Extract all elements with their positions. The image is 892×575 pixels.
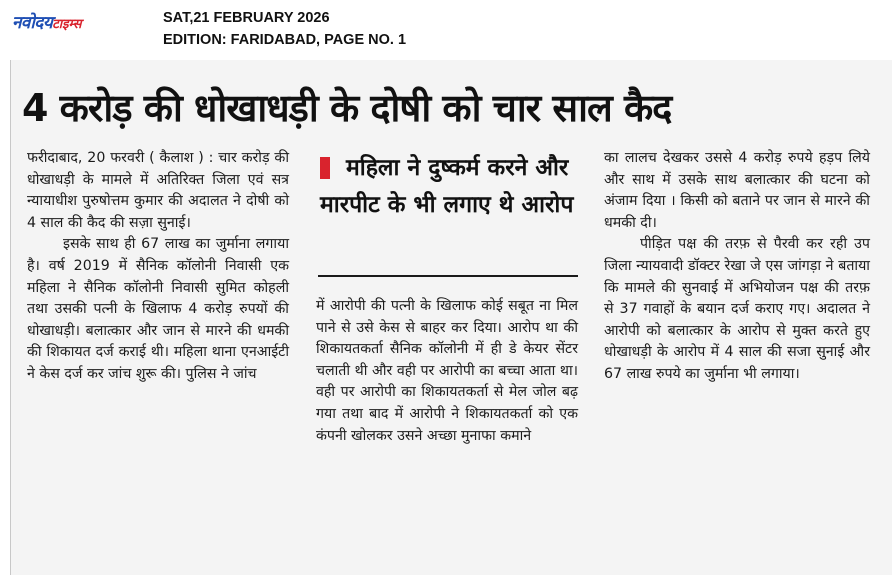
edition-page: EDITION: FARIDABAD, PAGE NO. 1 — [163, 32, 407, 48]
paragraph: में आरोपी की पत्नी के खिलाफ कोई सबूत ना मिल पाने से उसे केस से बाहर कर दिया। आरोप था की शिकायतकर्ता सैनिक कॉलोनी में ही डे केयर सेंटर चलाती थी और वही पर आरोपी का बच्चा आता था। वही पर आरोपी का शिकायतकर्ता से मेल जोल बढ़ गया तथा बाद में आरोपी ने शिकायतकर्ता को एक कंपनी खोलकर उसने अच्छा मुनाफा कमाने — [316, 298, 578, 444]
article-subheadline — [320, 150, 578, 224]
paragraph: का लालच देखकर उससे 4 करोड़ रुपये हड़प लिये और साथ में उसके साथ बलात्कार की घटना को अंजाम दिया । किसी को बताने पर जान से मारने की धमकी दी। — [604, 150, 870, 231]
publication-date: SAT,21 FEBRUARY 2026 — [163, 10, 330, 26]
paragraph: पीड़ित पक्ष की तरफ़ से पैरवी कर रही उप जिला न्यायवादी डॉक्टर रेखा जे एस जांगड़ा ने बताया कि मामले की सुनवाई में अभियोजन पक्ष की तरफ़ से 37 गवाहों के बयान दर्ज कराए गए। अदालत ने आरोपी को बलात्कार के आरोप से मुक्त करते हुए धोखाधड़ी के आरोप में 4 साल की सजा सुनाई और 67 लाख रुपये का जुर्माना भी लगाया। — [604, 236, 870, 382]
article-column-1 — [27, 148, 289, 386]
edition-info — [163, 7, 406, 51]
subheadline-text: महिला ने दुष्कर्म करने और मारपीट के भी लगाए थे आरोप — [320, 155, 574, 218]
subheadline-divider — [318, 275, 578, 277]
top-bar — [0, 0, 892, 56]
logo-sub-text: टाइम्स — [52, 17, 82, 32]
newspaper-logo — [12, 10, 82, 33]
article-column-2 — [316, 296, 578, 447]
article-headline: 4 करोड़ की धोखाधड़ी के दोषी को चार साल कैद — [22, 86, 672, 130]
logo-main-text: नवोदय — [12, 13, 53, 33]
paragraph: इसके साथ ही 67 लाख का जुर्माना लगाया है। वर्ष 2019 में सैनिक कॉलोनी निवासी एक महिला ने सैनिक कॉलोनी निवासी सुमित कोहली तथा उसकी पत्नी के खिलाफ 4 करोड़ रुपयों की धोखाधड़ी। बलात्कार और जान से मारने की धमकी की शिकायत दर्ज कराई थी। महिला थाना एनआईटी ने केस दर्ज कर जांच शुरू की। पुलिस ने जांच — [27, 236, 289, 382]
article-column-3 — [604, 148, 870, 386]
paragraph-dateline: फरीदाबाद, 20 फरवरी ( कैलाश ) : चार करोड़ की धोखाधड़ी के मामले में अतिरिक्त जिला एवं सत्र न्यायाधीश पुरुषोत्तम कुमार की अदालत ने दोषी को 4 साल की कैद की सज़ा सुनाई। — [27, 150, 289, 231]
